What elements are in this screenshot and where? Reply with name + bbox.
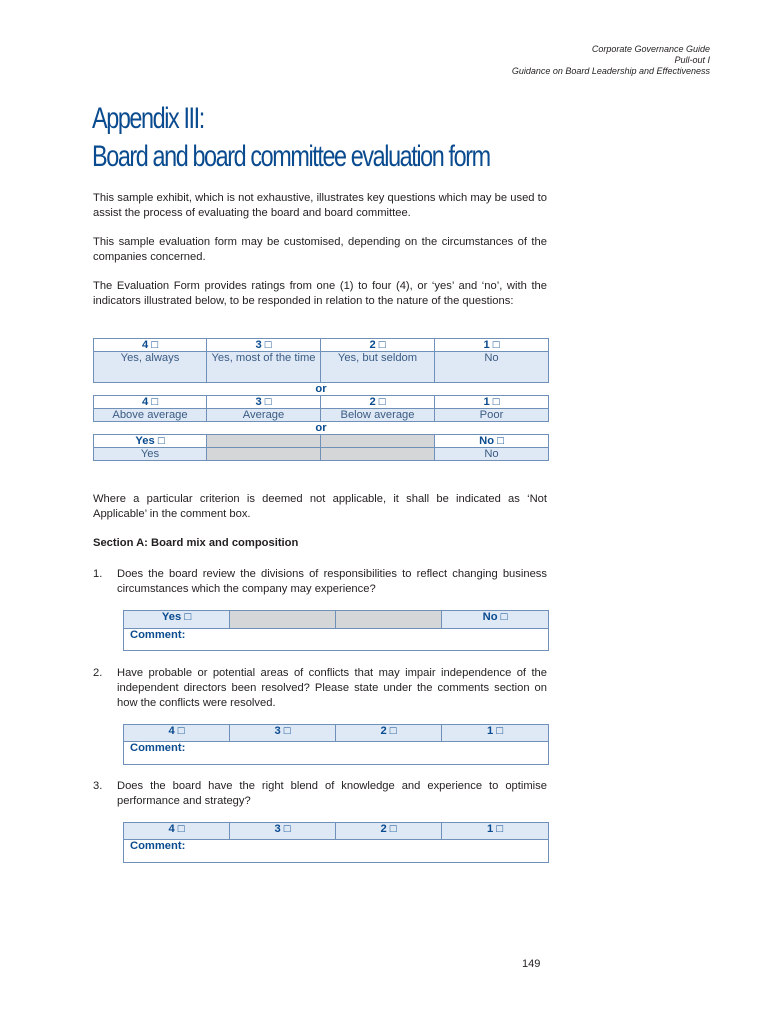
question-2: [93, 666, 547, 711]
scale2-label-4: Above average: [94, 409, 207, 422]
q1-option-no[interactable]: No □: [442, 611, 549, 629]
header-guide-title: Corporate Governance Guide: [591, 44, 710, 54]
question-2-number: 2.: [93, 667, 103, 679]
q3-comment-box[interactable]: Comment:: [124, 840, 549, 863]
title-appendix: Appendix III:: [92, 102, 204, 135]
scale1-header-2: 2 □: [321, 339, 435, 352]
scale3-blank-cell: [321, 448, 435, 461]
scale2-header-2: 2 □: [321, 396, 435, 409]
scale1-label-3: Yes, most of the time: [207, 352, 321, 383]
scale2-label-1: Poor: [435, 409, 549, 422]
scale2-header-1: 1 □: [435, 396, 549, 409]
q1-blank-cell: [336, 611, 442, 629]
page-title: [92, 100, 490, 176]
scale1-label-row: [94, 352, 549, 383]
question-1-response-table: [123, 610, 549, 651]
intro-paragraph-2: This sample evaluation form may be customised, depending on the circumstances of the companies concerned.: [93, 236, 547, 263]
section-a-title: Section A: Board mix and composition: [93, 537, 299, 549]
intro-paragraph-1: This sample exhibit, which is not exhaustive, illustrates key questions which may be used to assist the process of evaluating the board and board committee.: [93, 192, 547, 219]
scale3-header-no: No □: [435, 435, 549, 448]
q3-option-4[interactable]: 4 □: [124, 823, 230, 840]
not-applicable-note: Where a particular criterion is deemed not applicable, it shall be indicated as ‘Not Applicable’ in the comment box.: [93, 493, 547, 520]
title-form-name: Board and board committee evaluation form: [92, 140, 490, 173]
scale2-header-3: 3 □: [207, 396, 321, 409]
question-1: [93, 567, 547, 597]
rating-scale-table: [93, 338, 549, 461]
scale2-label-3: Average: [207, 409, 321, 422]
header-pullout: Pull-out I: [674, 55, 710, 65]
q1-option-yes[interactable]: Yes □: [124, 611, 230, 629]
scale1-header-row: [94, 339, 549, 352]
header-subtitle: Guidance on Board Leadership and Effectiveness: [511, 66, 710, 76]
q1-comment-box[interactable]: Comment:: [124, 629, 549, 651]
scale3-header-yes: Yes □: [94, 435, 207, 448]
or-separator-2: or: [94, 422, 549, 435]
running-header: [512, 44, 710, 77]
scale3-label-no: No: [435, 448, 549, 461]
question-1-text: Does the board review the divisions of responsibilities to reflect changing business circumstances which the company may experience?: [117, 568, 547, 595]
scale2-header-4: 4 □: [94, 396, 207, 409]
scale3-header-row: [94, 435, 549, 448]
scale3-blank-cell: [207, 448, 321, 461]
q1-blank-cell: [230, 611, 336, 629]
question-3-response-table: [123, 822, 549, 863]
q2-option-3[interactable]: 3 □: [230, 725, 336, 742]
question-1-number: 1.: [93, 568, 103, 580]
scale3-label-yes: Yes: [94, 448, 207, 461]
scale1-label-4: Yes, always: [94, 352, 207, 383]
intro-paragraph-3: The Evaluation Form provides ratings from one (1) to four (4), or ‘yes’ and ‘no’, with the indicators illustrated below, to be responded in relation to the nature of the questions:: [93, 280, 547, 307]
q3-option-2[interactable]: 2 □: [336, 823, 442, 840]
q2-comment-box[interactable]: Comment:: [124, 742, 549, 765]
scale3-label-row: [94, 448, 549, 461]
question-2-text: Have probable or potential areas of conflicts that may impair independence of the independent directors been resolved? Please state under the comments section on how the conflicts were resolved.: [117, 667, 547, 709]
question-3-number: 3.: [93, 780, 103, 792]
scale2-label-row: [94, 409, 549, 422]
question-3-text: Does the board have the right blend of knowledge and experience to optimise performance and strategy?: [117, 780, 547, 807]
q2-option-4[interactable]: 4 □: [124, 725, 230, 742]
scale1-header-1: 1 □: [435, 339, 549, 352]
q2-option-1[interactable]: 1 □: [442, 725, 549, 742]
scale3-blank-cell: [207, 435, 321, 448]
scale3-blank-cell: [321, 435, 435, 448]
scale1-header-4: 4 □: [94, 339, 207, 352]
question-2-response-table: [123, 724, 549, 765]
scale2-label-2: Below average: [321, 409, 435, 422]
q3-option-1[interactable]: 1 □: [442, 823, 549, 840]
q2-option-2[interactable]: 2 □: [336, 725, 442, 742]
q3-option-3[interactable]: 3 □: [230, 823, 336, 840]
page-number: 149: [522, 958, 541, 970]
or-separator-1: or: [94, 383, 549, 396]
scale1-header-3: 3 □: [207, 339, 321, 352]
scale2-header-row: [94, 396, 549, 409]
question-3: [93, 779, 547, 809]
scale1-label-1: No: [435, 352, 549, 383]
scale1-label-2: Yes, but seldom: [321, 352, 435, 383]
